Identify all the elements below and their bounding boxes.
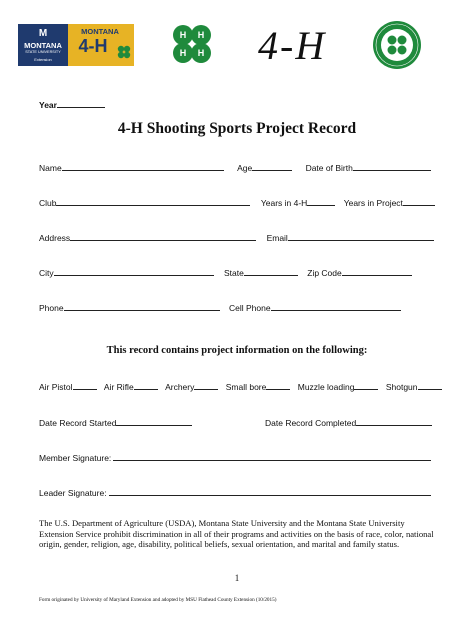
svg-text:H: H bbox=[197, 30, 205, 40]
discipline-air-pistol: Air Pistol bbox=[39, 382, 73, 392]
year-field[interactable] bbox=[57, 97, 105, 108]
phone-label: Phone bbox=[39, 303, 64, 313]
years-4h-field[interactable] bbox=[307, 195, 335, 206]
air-rifle-field[interactable] bbox=[134, 379, 158, 390]
section-subtitle: This record contains project information on the following: bbox=[106, 345, 368, 356]
age-field[interactable] bbox=[252, 160, 292, 171]
page-title: 4-H Shooting Sports Project Record bbox=[117, 120, 357, 137]
email-field[interactable] bbox=[288, 230, 434, 241]
small-bore-field[interactable] bbox=[266, 379, 290, 390]
state-field[interactable] bbox=[244, 265, 298, 276]
dob-label: Date of Birth bbox=[305, 163, 353, 173]
date-started-label: Date Record Started bbox=[39, 418, 117, 428]
member-signature-field[interactable] bbox=[113, 450, 431, 461]
city-field[interactable] bbox=[54, 265, 214, 276]
leader-signature-label: Leader Signature: bbox=[39, 488, 107, 498]
email-label: Email bbox=[266, 233, 288, 243]
city-label: City bbox=[39, 268, 54, 278]
msu-4h-logo: M MONTANA STATE UNIVERSITY Extension MONTANA 4-H bbox=[18, 24, 134, 66]
four-h-clover-icon bbox=[168, 20, 216, 68]
svg-text:H: H bbox=[197, 48, 205, 58]
air-pistol-field[interactable] bbox=[73, 379, 97, 390]
date-completed-field[interactable] bbox=[356, 415, 432, 426]
years-project-field[interactable] bbox=[403, 195, 435, 206]
page-number: 1 bbox=[234, 573, 240, 583]
leader-signature-field[interactable] bbox=[109, 485, 431, 496]
discipline-air-rifle: Air Rifle bbox=[103, 382, 134, 392]
year-label: Year bbox=[39, 100, 57, 110]
msu-wordmark: MONTANA bbox=[24, 41, 62, 50]
member-signature-label: Member Signature: bbox=[39, 453, 112, 463]
address-label: Address bbox=[39, 233, 71, 243]
footer-note: Form originated by University of Maryland Extension and adopted by MSU Flathead County Extension (10/2015) bbox=[39, 597, 277, 603]
date-started-field[interactable] bbox=[116, 415, 192, 426]
name-field[interactable] bbox=[62, 160, 224, 171]
small-clover-icon bbox=[116, 44, 132, 60]
state-label: State bbox=[224, 268, 244, 278]
svg-text:H: H bbox=[179, 48, 187, 58]
discipline-shotgun: Shotgun bbox=[385, 382, 418, 392]
discipline-muzzle-loading: Muzzle loading bbox=[297, 382, 355, 392]
svg-text:H: H bbox=[179, 30, 187, 40]
shotgun-field[interactable] bbox=[418, 379, 442, 390]
dob-field[interactable] bbox=[353, 160, 431, 171]
script-4h-logo: 4-H bbox=[258, 23, 327, 68]
years-4h-label: Years in 4-H bbox=[260, 198, 308, 208]
age-label: Age bbox=[237, 163, 253, 173]
muzzle-loading-field[interactable] bbox=[354, 379, 378, 390]
name-label: Name bbox=[39, 163, 62, 173]
years-project-label: Years in Project bbox=[343, 198, 403, 208]
discipline-archery: Archery bbox=[165, 382, 195, 392]
address-field[interactable] bbox=[70, 230, 256, 241]
club-field[interactable] bbox=[56, 195, 250, 206]
date-completed-label: Date Record Completed bbox=[265, 418, 357, 428]
phone-field[interactable] bbox=[64, 300, 220, 311]
cell-phone-field[interactable] bbox=[271, 300, 401, 311]
archery-field[interactable] bbox=[194, 379, 218, 390]
cell-phone-label: Cell Phone bbox=[228, 303, 271, 313]
disclaimer-text: The U.S. Department of Agriculture (USDA), Montana State University and the Montana State University Extension Service prohibit discrimination in all of their programs and activities on the basis of race, color, national origin, gender, religion, age, disability, political beliefs, sexual orientation, and marital and family status. bbox=[39, 518, 434, 550]
club-label: Club bbox=[39, 198, 57, 208]
shooting-sports-seal-icon bbox=[372, 20, 422, 70]
discipline-small-bore: Small bore bbox=[225, 382, 267, 392]
zip-field[interactable] bbox=[342, 265, 412, 276]
zip-label: Zip Code bbox=[307, 268, 342, 278]
